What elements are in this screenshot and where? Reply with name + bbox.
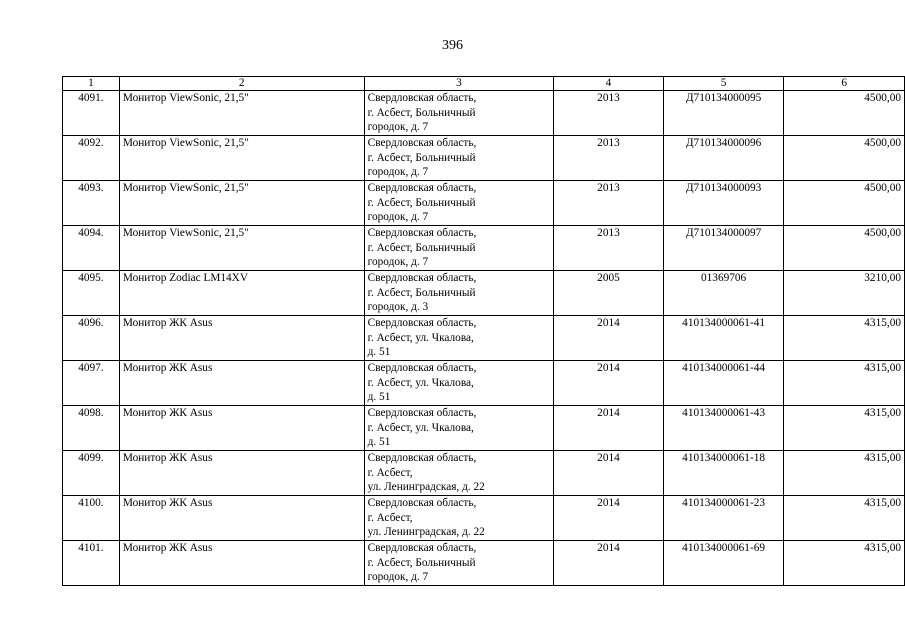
address-line: г. Асбест, bbox=[367, 511, 413, 524]
address-line: Свердловская область, bbox=[367, 227, 477, 239]
item-cost: 4315,00 bbox=[784, 496, 905, 541]
inventory-number: 410134000061-18 bbox=[663, 451, 784, 496]
row-number: 4099. bbox=[63, 451, 120, 496]
table-row bbox=[63, 91, 905, 136]
address-line: ул. Ленинградская, д. 22 bbox=[367, 526, 485, 538]
address-line: г. Асбест, ул. Чкалова, bbox=[367, 331, 474, 344]
item-year: 2014 bbox=[554, 496, 663, 541]
row-number: 4095. bbox=[63, 271, 120, 316]
item-name: Монитор Zodiac LM14XV bbox=[119, 271, 364, 316]
item-cost: 4500,00 bbox=[784, 181, 905, 226]
address-line: городок, д. 7 bbox=[367, 121, 429, 133]
address-line: Свердловская область, bbox=[367, 407, 477, 419]
item-name: Монитор ЖК Asus bbox=[119, 451, 364, 496]
row-number: 4091. bbox=[63, 91, 120, 136]
inventory-number: Д710134000095 bbox=[663, 91, 784, 136]
column-header: 3 bbox=[364, 77, 554, 91]
row-number: 4097. bbox=[63, 361, 120, 406]
address-line: г. Асбест, ул. Чкалова, bbox=[367, 421, 474, 434]
table-row bbox=[63, 316, 905, 361]
item-cost: 4315,00 bbox=[784, 316, 905, 361]
item-cost: 4500,00 bbox=[784, 136, 905, 181]
address-line: городок, д. 7 bbox=[367, 166, 429, 178]
table-row bbox=[63, 496, 905, 541]
address-line: г. Асбест, Больничный bbox=[367, 556, 476, 569]
item-address bbox=[364, 181, 554, 226]
item-name: Монитор ЖК Asus bbox=[119, 361, 364, 406]
page-number: 396 bbox=[442, 38, 463, 53]
row-number: 4101. bbox=[63, 541, 120, 586]
address-line: г. Асбест, Больничный bbox=[367, 106, 476, 119]
item-address bbox=[364, 451, 554, 496]
item-address bbox=[364, 541, 554, 586]
item-address bbox=[364, 226, 554, 271]
item-year: 2013 bbox=[554, 136, 663, 181]
item-year: 2013 bbox=[554, 226, 663, 271]
inventory-number: 410134000061-69 bbox=[663, 541, 784, 586]
row-number: 4093. bbox=[63, 181, 120, 226]
item-cost: 4500,00 bbox=[784, 226, 905, 271]
address-line: г. Асбест, bbox=[367, 466, 413, 479]
item-year: 2013 bbox=[554, 91, 663, 136]
address-line: Свердловская область, bbox=[367, 317, 477, 329]
address-line: г. Асбест, Больничный bbox=[367, 151, 476, 164]
inventory-number: Д710134000093 bbox=[663, 181, 784, 226]
item-cost: 4500,00 bbox=[784, 91, 905, 136]
table-row bbox=[63, 361, 905, 406]
address-line: ул. Ленинградская, д. 22 bbox=[367, 481, 485, 493]
column-number-row bbox=[63, 77, 905, 91]
address-line: д. 51 bbox=[367, 346, 391, 358]
inventory-number: Д710134000096 bbox=[663, 136, 784, 181]
row-number: 4100. bbox=[63, 496, 120, 541]
row-number: 4094. bbox=[63, 226, 120, 271]
address-line: г. Асбест, Больничный bbox=[367, 196, 476, 209]
table-row bbox=[63, 451, 905, 496]
address-line: Свердловская область, bbox=[367, 92, 477, 104]
inventory-number: 410134000061-23 bbox=[663, 496, 784, 541]
item-name: Монитор ViewSonic, 21,5" bbox=[119, 226, 364, 271]
item-name: Монитор ЖК Asus bbox=[119, 406, 364, 451]
row-number: 4098. bbox=[63, 406, 120, 451]
item-cost: 3210,00 bbox=[784, 271, 905, 316]
inventory-number: 410134000061-41 bbox=[663, 316, 784, 361]
item-year: 2013 bbox=[554, 181, 663, 226]
item-cost: 4315,00 bbox=[784, 451, 905, 496]
item-address bbox=[364, 496, 554, 541]
address-line: Свердловская область, bbox=[367, 542, 477, 554]
table-row bbox=[63, 406, 905, 451]
item-cost: 4315,00 bbox=[784, 361, 905, 406]
item-name: Монитор ViewSonic, 21,5" bbox=[119, 91, 364, 136]
item-name: Монитор ЖК Asus bbox=[119, 496, 364, 541]
item-year: 2005 bbox=[554, 271, 663, 316]
address-line: д. 51 bbox=[367, 436, 391, 448]
item-address bbox=[364, 361, 554, 406]
table-row bbox=[63, 136, 905, 181]
address-line: г. Асбест, ул. Чкалова, bbox=[367, 376, 474, 389]
address-line: Свердловская область, bbox=[367, 182, 477, 194]
table-row bbox=[63, 181, 905, 226]
inventory-number: 410134000061-43 bbox=[663, 406, 784, 451]
column-header: 5 bbox=[663, 77, 784, 91]
item-name: Монитор ЖК Asus bbox=[119, 541, 364, 586]
address-line: городок, д. 3 bbox=[367, 301, 429, 313]
column-header: 6 bbox=[784, 77, 905, 91]
item-year: 2014 bbox=[554, 316, 663, 361]
address-line: городок, д. 7 bbox=[367, 571, 429, 583]
item-year: 2014 bbox=[554, 406, 663, 451]
item-year: 2014 bbox=[554, 361, 663, 406]
inventory-number: Д710134000097 bbox=[663, 226, 784, 271]
item-address bbox=[364, 136, 554, 181]
item-name: Монитор ЖК Asus bbox=[119, 316, 364, 361]
property-table bbox=[62, 76, 905, 586]
table-row bbox=[63, 541, 905, 586]
row-number: 4092. bbox=[63, 136, 120, 181]
address-line: г. Асбест, Больничный bbox=[367, 286, 476, 299]
address-line: городок, д. 7 bbox=[367, 256, 429, 268]
address-line: д. 51 bbox=[367, 391, 391, 403]
address-line: городок, д. 7 bbox=[367, 211, 429, 223]
item-address bbox=[364, 91, 554, 136]
inventory-number: 01369706 bbox=[663, 271, 784, 316]
table-body bbox=[63, 91, 905, 586]
address-line: Свердловская область, bbox=[367, 137, 477, 149]
address-line: Свердловская область, bbox=[367, 362, 477, 374]
item-cost: 4315,00 bbox=[784, 406, 905, 451]
address-line: г. Асбест, Больничный bbox=[367, 241, 476, 254]
column-header: 4 bbox=[554, 77, 663, 91]
address-line: Свердловская область, bbox=[367, 452, 477, 464]
row-number: 4096. bbox=[63, 316, 120, 361]
table-row bbox=[63, 271, 905, 316]
item-address bbox=[364, 271, 554, 316]
table-row bbox=[63, 226, 905, 271]
item-address bbox=[364, 316, 554, 361]
inventory-number: 410134000061-44 bbox=[663, 361, 784, 406]
item-address bbox=[364, 406, 554, 451]
item-name: Монитор ViewSonic, 21,5" bbox=[119, 136, 364, 181]
item-year: 2014 bbox=[554, 451, 663, 496]
item-cost: 4315,00 bbox=[784, 541, 905, 586]
address-line: Свердловская область, bbox=[367, 272, 477, 284]
address-line: Свердловская область, bbox=[367, 497, 477, 509]
item-name: Монитор ViewSonic, 21,5" bbox=[119, 181, 364, 226]
item-year: 2014 bbox=[554, 541, 663, 586]
column-header: 2 bbox=[119, 77, 364, 91]
column-header: 1 bbox=[63, 77, 120, 91]
